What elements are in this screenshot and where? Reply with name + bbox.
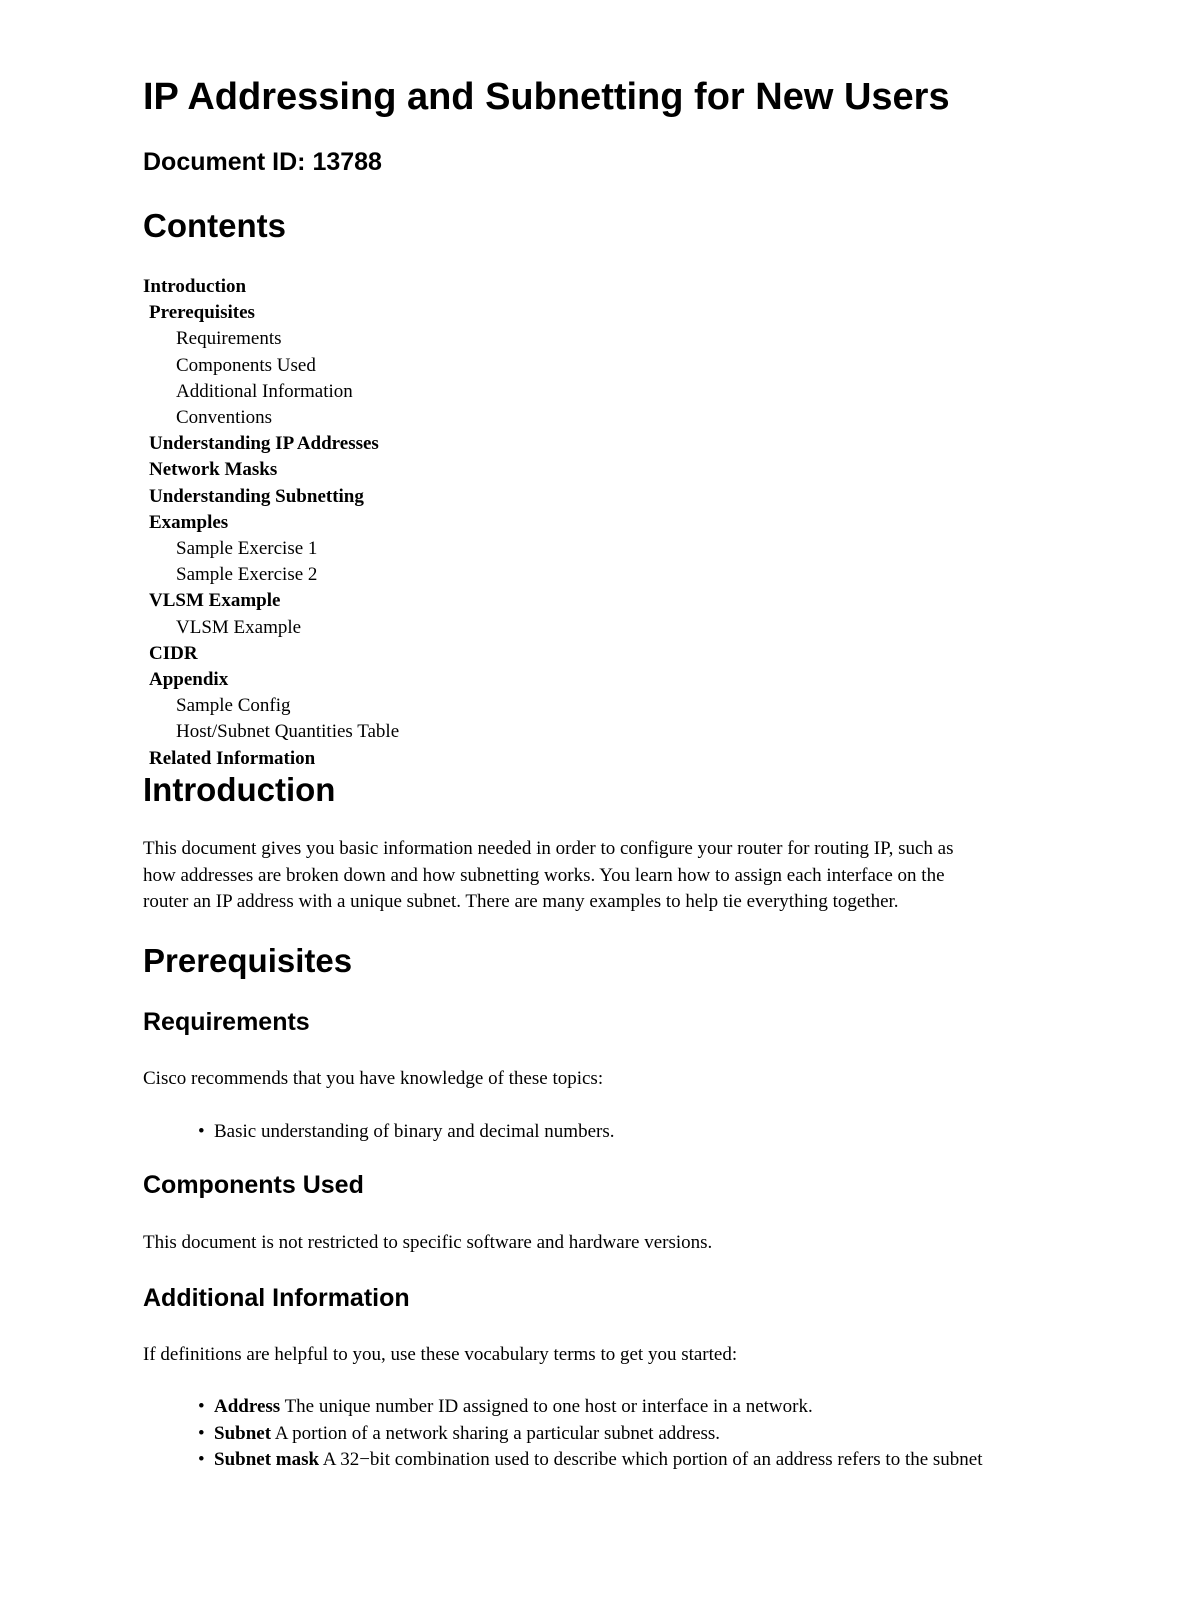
requirements-list — [198, 1119, 614, 1146]
components-used-heading: Components Used — [143, 1171, 364, 1199]
list-item — [198, 1421, 983, 1448]
toc-item[interactable]: Appendix — [149, 669, 229, 691]
list-item: • Basic understanding of binary and decimal numbers. — [198, 1119, 614, 1146]
table-of-contents — [143, 274, 399, 772]
introduction-line: This document gives you basic information needed in order to configure your router for routing IP, such as — [143, 838, 954, 859]
toc-item[interactable]: Sample Exercise 1 — [176, 538, 318, 560]
list-item — [198, 1394, 983, 1421]
toc-item[interactable]: Additional Information — [176, 380, 353, 402]
toc-item[interactable]: Examples — [149, 511, 229, 533]
vocabulary-definition: A 32−bit combination used to describe which portion of an address refers to the subnet — [319, 1449, 983, 1470]
toc-item[interactable]: Network Masks — [149, 459, 278, 481]
toc-item[interactable]: Understanding IP Addresses — [149, 433, 379, 455]
toc-item[interactable]: Conventions — [176, 407, 273, 429]
introduction-paragraph — [143, 836, 953, 916]
contents-heading: Contents — [143, 207, 286, 244]
toc-item[interactable]: Components Used — [176, 354, 316, 376]
introduction-heading: Introduction — [143, 771, 336, 808]
toc-item[interactable]: Understanding Subnetting — [149, 485, 364, 507]
document-title: IP Addressing and Subnetting for New Users — [143, 76, 950, 118]
vocabulary-list — [198, 1394, 983, 1474]
toc-item[interactable]: Requirements — [176, 328, 282, 350]
introduction-line: router an IP address with a unique subnet. There are many examples to help tie everything together. — [143, 891, 899, 912]
components-used-text: This document is not restricted to specific software and hardware versions. — [143, 1232, 713, 1253]
vocabulary-term: Subnet — [214, 1422, 272, 1444]
toc-item[interactable]: Related Information — [149, 747, 316, 769]
vocabulary-term: Address — [214, 1396, 281, 1417]
toc-item[interactable]: Sample Config — [176, 695, 291, 717]
toc-item[interactable]: VLSM Example — [176, 616, 302, 638]
toc-item[interactable]: VLSM Example — [149, 590, 281, 612]
document-id: Document ID: 13788 — [143, 148, 382, 176]
additional-information-text: If definitions are helpful to you, use these vocabulary terms to get you started: — [143, 1344, 738, 1365]
additional-information-heading: Additional Information — [143, 1284, 410, 1312]
requirements-text: Cisco recommends that you have knowledge of these topics: — [143, 1068, 604, 1089]
list-item — [198, 1447, 983, 1474]
vocabulary-definition: The unique number ID assigned to one host or interface in a network. — [280, 1396, 813, 1417]
toc-item[interactable]: Prerequisites — [149, 302, 255, 324]
toc-item[interactable]: Sample Exercise 2 — [176, 564, 318, 586]
introduction-line: how addresses are broken down and how subnetting works. You learn how to assign each interface on the — [143, 864, 945, 886]
toc-item[interactable]: CIDR — [149, 642, 198, 664]
prerequisites-heading: Prerequisites — [143, 942, 353, 979]
vocabulary-term: Subnet mask — [214, 1449, 320, 1470]
vocabulary-definition: A portion of a network sharing a particular subnet address. — [271, 1422, 721, 1444]
toc-item[interactable]: Host/Subnet Quantities Table — [176, 721, 400, 743]
requirements-heading: Requirements — [143, 1008, 310, 1036]
toc-item[interactable]: Introduction — [143, 276, 247, 297]
